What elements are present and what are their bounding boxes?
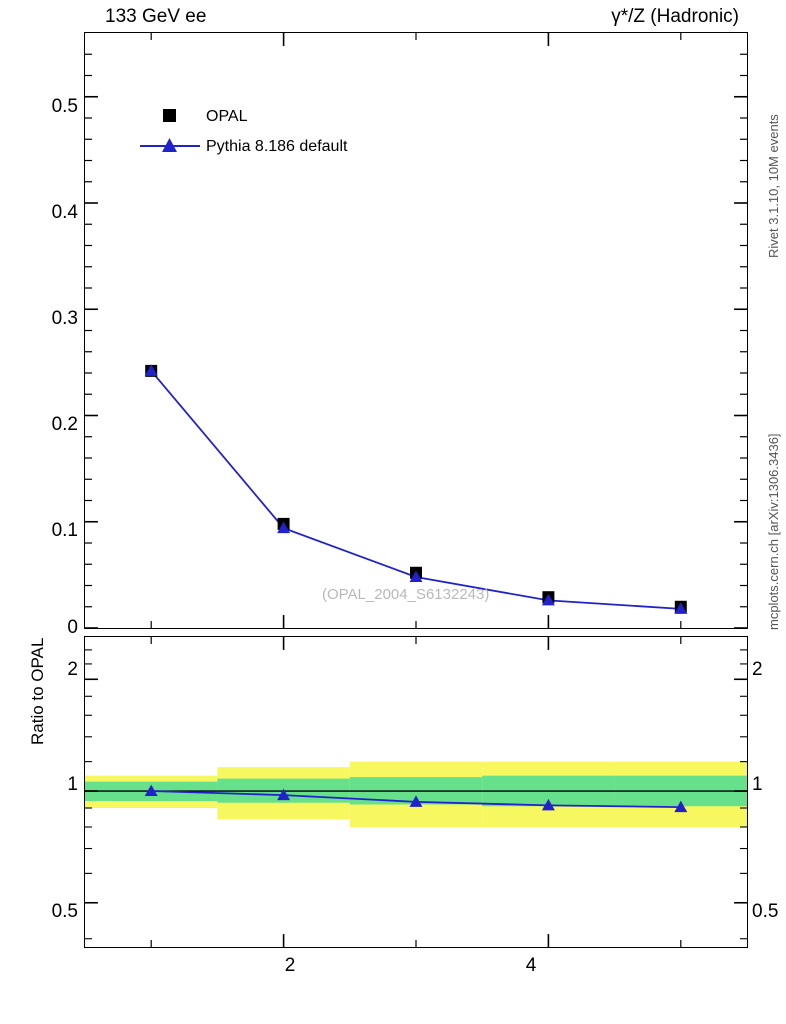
x-tick-label: 4 (525, 955, 537, 976)
ratio-y-tick-label: 2 (67, 659, 78, 680)
ratio-y-tick-label: 0.5 (51, 901, 78, 922)
legend-label: OPAL (206, 108, 248, 125)
watermark-analysis-id: (OPAL_2004_S6132243) (322, 586, 490, 603)
mcplots-caption: mcplots.cern.ch [arXiv:1306.3436] (766, 433, 781, 630)
y-tick-label: 0.5 (51, 96, 78, 117)
ratio-plot-svg (85, 637, 747, 947)
ratio-plot-panel (84, 636, 748, 948)
y-tick-label: 0.1 (51, 520, 78, 541)
ratio-y-tick-label-right: 0.5 (752, 901, 779, 922)
ratio-y-tick-label: 1 (67, 774, 78, 795)
header-right: γ*/Z (Hadronic) (611, 6, 739, 27)
y-tick-label: 0.4 (51, 202, 78, 223)
ratio-y-tick-label-right: 1 (752, 774, 763, 795)
y-tick-label: 0.2 (51, 414, 78, 435)
legend-label: Pythia 8.186 default (206, 138, 348, 155)
legend-marker-triangle-icon (140, 135, 200, 157)
x-tick-label: 2 (284, 955, 296, 976)
legend-marker-square-icon (140, 105, 200, 127)
ratio-axis-label: Ratio to OPAL (28, 637, 47, 745)
y-tick-label: 0.3 (51, 308, 78, 329)
rivet-caption: Rivet 3.1.10, 10M events (766, 114, 781, 258)
header-left: 133 GeV ee (105, 6, 207, 27)
y-tick-label: 0 (67, 617, 78, 638)
ratio-y-tick-label-right: 2 (752, 659, 763, 680)
